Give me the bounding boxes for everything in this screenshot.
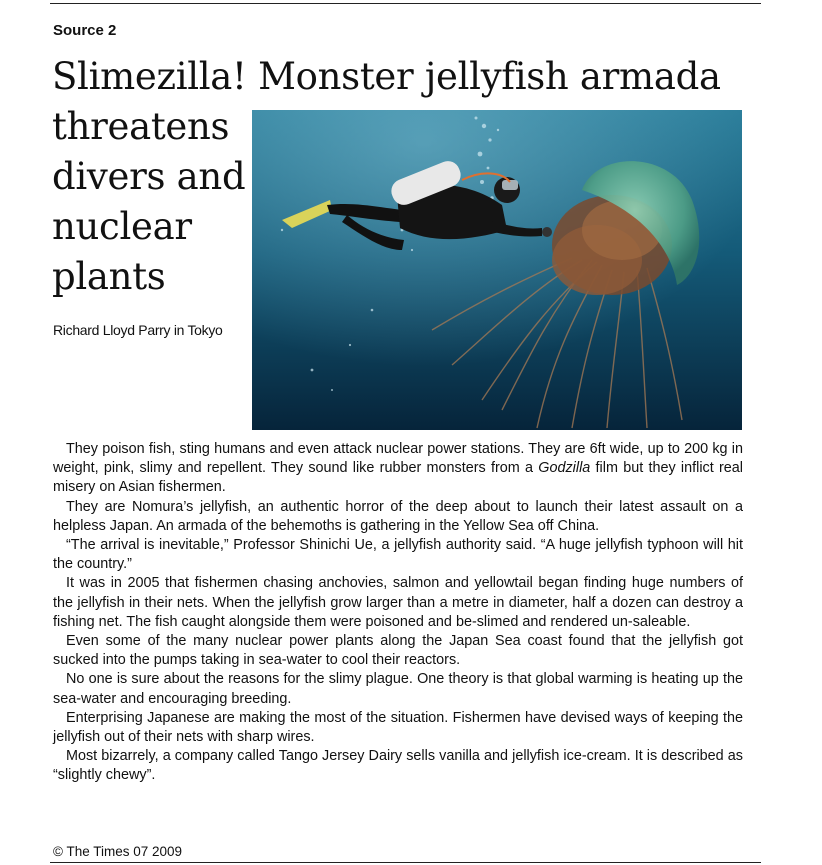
copyright-credit: © The Times 07 2009 (53, 844, 183, 859)
byline: Richard Lloyd Parry in Tokyo (53, 322, 223, 338)
paragraph-3: “The arrival is inevitable,” Professor Shinichi Ue, a jellyfish authority said. “A huge jellyfish typhoon will hit the country.” (53, 537, 743, 573)
headline-line-1: Slimezilla! Monster jellyfish armada (52, 55, 721, 98)
paragraph-7: Enterprising Japanese are making the most of the situation. Fishermen have devised ways of keeping the jellyfish out of their nets with sharp wires. (53, 709, 743, 746)
headline-line-2: threatens (52, 105, 230, 148)
jellyfish-diver-photo (252, 110, 742, 430)
paragraph-6: No one is sure about the reasons for the slimy plague. One theory is that global warming is heating up the sea-water and encouraging breeding. (53, 671, 743, 707)
bottom-rule (50, 862, 761, 863)
headline-continuation (52, 102, 252, 302)
article-body (53, 440, 743, 786)
top-rule (50, 3, 761, 4)
source-label: Source 2 (53, 22, 117, 39)
headline-line-4: nuclear (52, 205, 192, 248)
paragraph-1: They poison fish, sting humans and even attack nuclear power stations. They are 6ft wide, up to 200 kg in weight, pink, slimy and repellent. They sound like rubber monsters from a Godzilla film but they inflict real misery on Asian fishermen. (53, 441, 743, 496)
paragraph-5: Even some of the many nuclear power plants along the Japan Sea coast found that the jellyfish got sucked into the pumps taking in sea-water to cool their reactors. (53, 633, 743, 669)
paragraph-2: They are Nomura’s jellyfish, an authentic horror of the deep about to launch their latest assault on a helpless Japan. An armada of the behemoths is gathering in the Yellow Sea off China. (53, 498, 743, 534)
headline-line-3: divers and (52, 155, 246, 198)
paragraph-4: It was in 2005 that fishermen chasing anchovies, salmon and yellowtail began finding huge numbers of the jellyfish in their nets. When the jellyfish grow larger than a metre in diameter, half a dozen can destroy a fishing net. The fish caught alongside them were poisoned and be-slimed and rendered un-saleable. (53, 575, 743, 630)
film-title: Godzilla (538, 460, 591, 477)
headline-line-5: plants (52, 255, 166, 298)
paragraph-8: Most bizarrely, a company called Tango Jersey Dairy sells vanilla and jellyfish ice-cream. It is described as “slightly chewy”. (53, 748, 743, 784)
photo-illustration (252, 110, 742, 430)
